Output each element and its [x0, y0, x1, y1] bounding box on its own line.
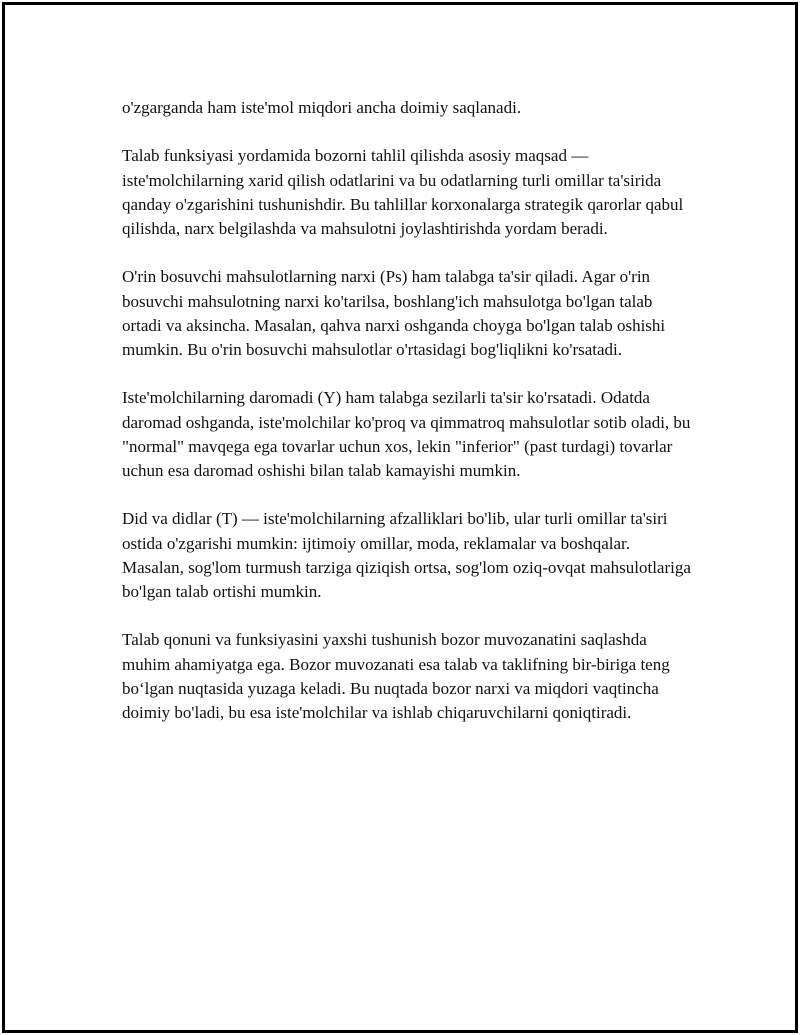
paragraph-tastes: Did va didlar (T) — iste'molchilarning afzalliklari bo'lib, ular turli omillar ta'siri ostida o'zgarishi mumkin: ijtimoiy omillar, moda, reklamalar va boshqalar. Masalan, sog'lom turmush tarziga qiziqish ortsa, sog'lom oziq-ovqat mahsulotlariga bo'lgan talab ortishi mumkin. — [122, 509, 691, 601]
paragraph-demand-function: Talab funksiyasi yordamida bozorni tahlil qilishda asosiy maqsad — iste'molchilarning xarid qilish odatlarini va bu odatlarning turli omillar ta'sirida qanday o'zgarishini tushunishdir. Bu tahlillar korxonalarga strategik qarorlar qabul qilishda, narx belgilashda va mahsulotni joylashtirishda yordam beradi. — [122, 146, 684, 238]
paragraph-consumer-income: Iste'molchilarning daromadi (Y) ham talabga sezilarli ta'sir ko'rsatadi. Odatda daromad oshganda, iste'molchilar ko'proq va qimmatroq mahsulotlar sotib oladi, bu "normal" mavqega ega tovarlar uchun xos, lekin "inferior" (past turdagi) tovarlar uchun esa daromad oshishi bilan talab kamayishi mumkin. — [122, 388, 691, 480]
paragraph-substitute-price: O'rin bosuvchi mahsulotlarning narxi (Ps) ham talabga ta'sir qiladi. Agar o'rin bosuvchi mahsulotning narxi ko'tarilsa, boshlang'ich mahsulotga bo'lgan talab ortadi va aksincha. Masalan, qahva narxi oshganda choyga bo'lgan talab oshishi mumkin. Bu o'rin bosuvchi mahsulotlar o'rtasidagi bog'liqlikni ko'rsatadi. — [122, 267, 666, 359]
page-frame — [2, 2, 798, 1033]
paragraph-continuation: o'zgarganda ham iste'mol miqdori ancha doimiy saqlanadi. — [122, 98, 522, 117]
document-body — [122, 96, 692, 749]
paragraph-market-equilibrium: Talab qonuni va funksiyasini yaxshi tushunish bozor muvozanatini saqlashda muhim ahamiyatga ega. Bozor muvozanati esa talab va taklifning bir-biriga teng bo‘lgan nuqtasida yuzaga keladi. Bu nuqtada bozor narxi va miqdori vaqtincha doimiy bo'ladi, bu esa iste'molchilar va ishlab chiqaruvchilarni qoniqtiradi. — [122, 630, 670, 722]
